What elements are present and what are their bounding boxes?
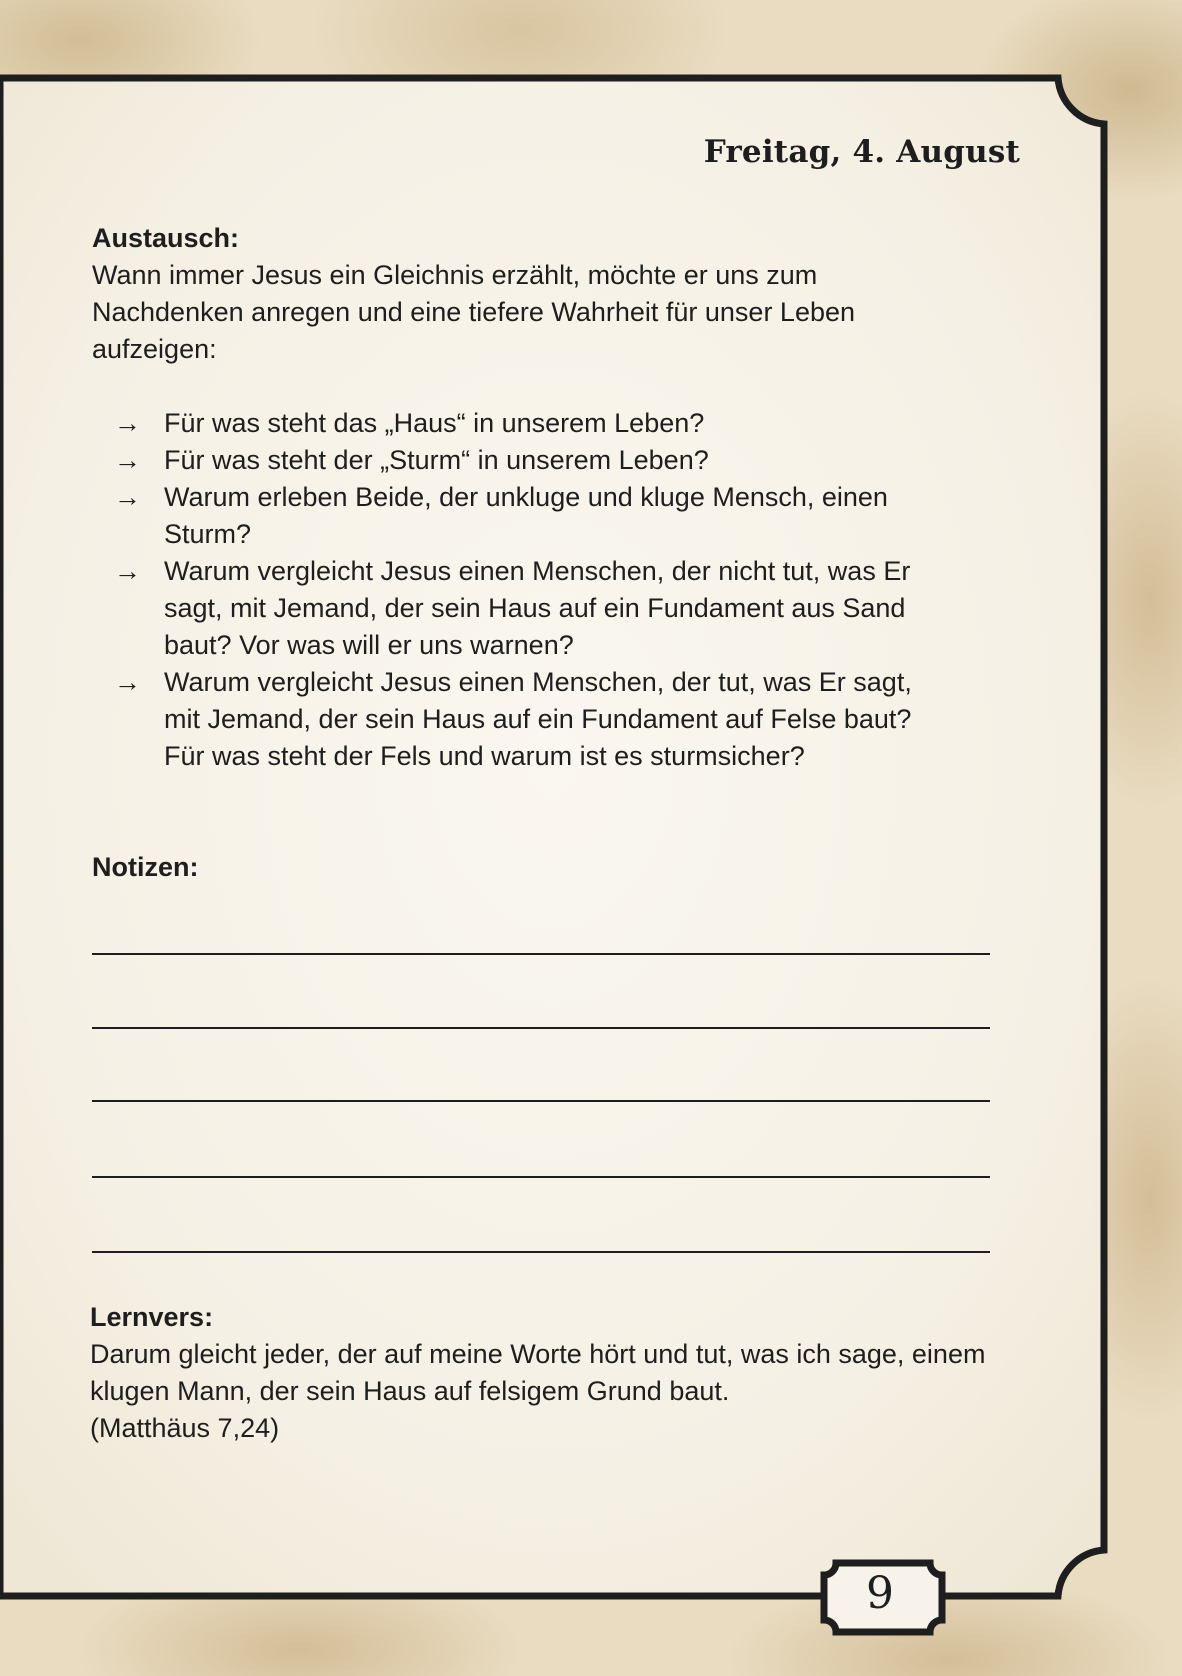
list-item <box>114 479 944 553</box>
question-text: Warum vergleicht Jesus einen Menschen, der tut, was Er sagt, mit Jemand, der sein Haus auf ein Fundament auf Felse baut? Für was steht der Fels und warum ist es sturmsicher? <box>164 667 912 771</box>
verse-text: Darum gleicht jeder, der auf meine Worte hört und tut, was ich sage, einem klugen Mann, der sein Haus auf felsigem Grund baut. <box>90 1339 986 1406</box>
list-item <box>114 553 944 664</box>
note-line[interactable] <box>92 953 990 955</box>
question-text: Warum vergleicht Jesus einen Menschen, der nicht tut, was Er sagt, mit Jemand, der sein Haus auf ein Fundament aus Sand baut? Vor was will er uns warnen? <box>164 556 911 660</box>
verse-reference: (Matthäus 7,24) <box>90 1413 280 1443</box>
note-line[interactable] <box>92 1027 990 1029</box>
question-text: Warum erleben Beide, der unkluge und kluge Mensch, einen Sturm? <box>164 482 888 549</box>
arrow-icon: → <box>114 408 141 438</box>
page-date: Freitag, 4. August <box>703 134 1020 170</box>
list-item <box>114 405 944 442</box>
exchange-heading: Austausch: <box>92 223 240 253</box>
question-text: Für was steht der „Sturm“ in unserem Leben? <box>164 445 709 475</box>
page-number: 9 <box>866 1568 894 1619</box>
arrow-icon: → <box>114 556 141 586</box>
arrow-icon: → <box>114 482 141 512</box>
exchange-section <box>92 220 1012 775</box>
question-text: Für was steht das „Haus“ in unserem Leben? <box>164 408 705 438</box>
note-line[interactable] <box>92 1100 990 1102</box>
notes-heading: Notizen: <box>92 852 199 882</box>
verse-heading: Lernvers: <box>90 1302 214 1332</box>
memory-verse-section <box>90 1299 1020 1447</box>
list-item <box>114 442 944 479</box>
note-line[interactable] <box>92 1251 990 1253</box>
list-item <box>114 664 944 775</box>
question-list <box>92 405 1012 775</box>
arrow-icon: → <box>114 445 141 475</box>
note-line[interactable] <box>92 1176 990 1178</box>
exchange-intro: Wann immer Jesus ein Gleichnis erzählt, möchte er uns zum Nachdenken anregen und eine tiefere Wahrheit für unser Leben aufzeigen: <box>92 260 856 364</box>
arrow-icon: → <box>114 667 141 697</box>
